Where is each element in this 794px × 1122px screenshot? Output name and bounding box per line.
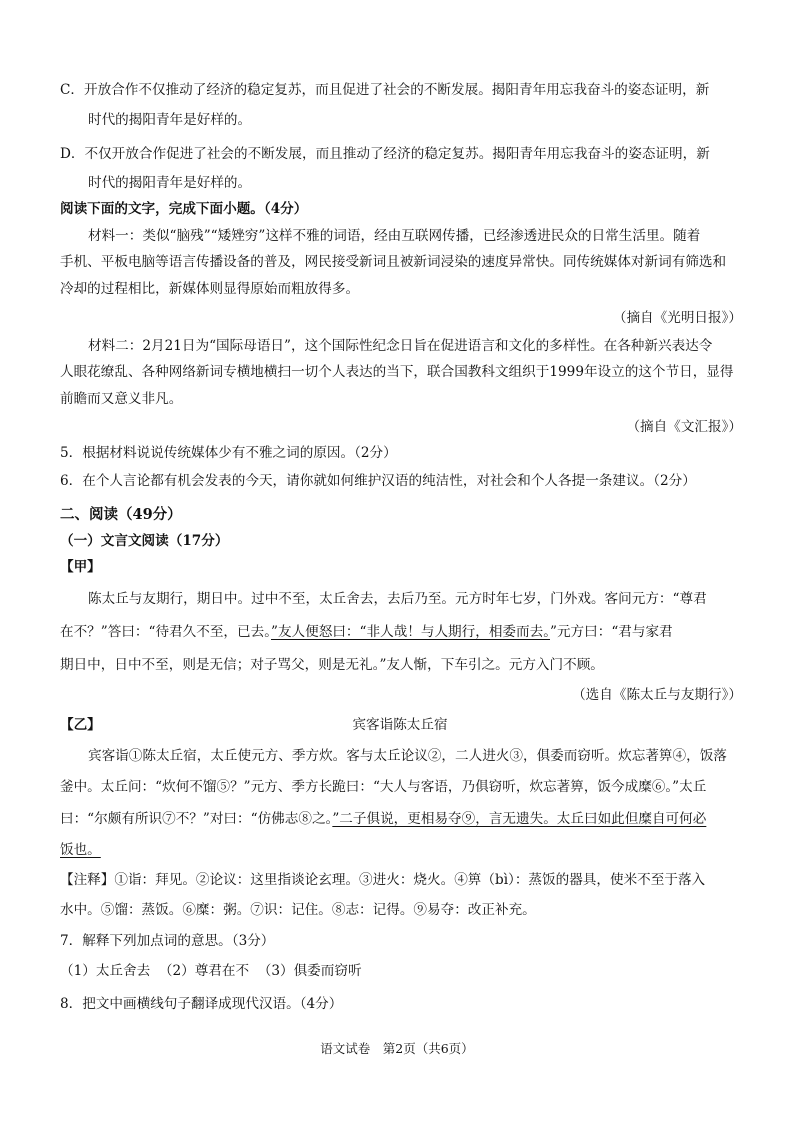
q7-item3: （3）俱委而窃听: [257, 963, 362, 979]
option-c-line1: C．开放合作不仅推动了经济的稳定复苏，而且促进了社会的不断发展。揭阳青年用忘我奋斗的姿态证明，新: [60, 82, 710, 98]
material1-line2: 手机、平板电脑等语言传播设备的普及，网民接受新词且被新词浸染的速度异常快。同传统媒体对新词有筛选和: [60, 254, 727, 270]
question-7-stem: 7．解释下列加点词的意思。（3分）: [60, 933, 275, 949]
page-footer: 语文试卷 第2页（共6页）: [320, 1041, 474, 1056]
option-d-line1: D．不仅开放合作促进了社会的不断发展，而且推动了经济的稳定复苏。揭阳青年用忘我奋斗的姿态证明，新: [60, 146, 710, 162]
yi-line3: [60, 808, 750, 830]
yi-line4: 饭也。: [60, 842, 101, 858]
jia-source: （选自《陈太丘与友期行》）: [572, 687, 742, 703]
yi-line3-part1: 曰：“尔颇有所识⑦不？”对曰：“仿佛志⑧之。: [60, 811, 333, 827]
jia-line2-part3: ”元方曰：“君与家君: [550, 624, 673, 640]
material2-source: （摘自《文汇报》）: [626, 419, 742, 435]
jia-underlined-sentence: ”友人便怒曰：“非人哉！与人期行，相委而去。: [271, 624, 550, 640]
yi-title: 宾客诣陈太丘宿: [352, 717, 448, 733]
jia-line1: 陈太丘与友期行，期日中。过中不至，太丘舍去，去后乃至。元方时年七岁，门外戏。客问元方：“尊君: [88, 591, 707, 607]
yi-line2: 釜中。太丘问：“炊何不馏⑤？”元方、季方长跪曰：“大人与客语，乃俱窃听，炊忘著箅，饭今成糜⑥。”太丘: [60, 779, 707, 795]
material1-source: （摘自《光明日报》）: [612, 310, 742, 326]
material2-line3: 前瞻而又意义非凡。: [60, 391, 183, 407]
material1-line3: 冷却的过程相比，新媒体则显得原始而粗放得多。: [60, 281, 360, 297]
material1-line1: 材料一：类似“脑残”“矮矬穷”这样不雅的词语，经由互联网传播，已经渗透进民众的日常生活里。随着: [88, 228, 701, 244]
yi-line1: 宾客诣①陈太丘宿，太丘使元方、季方炊。客与太丘论议②，二人进火③，俱委而窃听。炊忘著箅④，饭落: [88, 748, 727, 764]
option-d-line2: 时代的揭阳青年是好样的。: [88, 175, 252, 191]
question-6: 6．在个人言论都有机会发表的今天，请你就如何维护汉语的纯洁性，对社会和个人各提一条建议。（2分）: [60, 473, 696, 489]
jia-label: 【甲】: [60, 559, 101, 575]
jia-line3: 期日中，日中不至，则是无信；对子骂父，则是无礼。”友人惭，下车引之。元方入门不顾。: [60, 657, 604, 673]
yi-label: 【乙】: [60, 717, 101, 733]
yi-underlined-sentence: ”二子俱说，更相易夺⑨，言无遗失。太丘曰如此但糜自可何必: [332, 811, 707, 827]
material2-line1: 材料二：2月21日为“国际母语日”，这个国际性纪念日旨在促进语言和文化的多样性。在各种新兴表达令: [88, 338, 713, 354]
question-5: 5．根据材料说说传统媒体少有不雅之词的原因。（2分）: [60, 445, 397, 461]
q7-item1: （1）太丘舍去: [60, 963, 151, 979]
notes-line2: 水中。⑤馏：蒸饭。⑥糜：粥。⑦识：记住。⑧志：记得。⑨易夺：改正补充。: [60, 902, 536, 918]
jia-line2-part1: 在不？”答曰：“待君久不至，已去。: [60, 624, 272, 640]
notes-line1: 【注释】①诣：拜见。②论议：这里指谈论玄理。③进火：烧火。④箅（bì）：蒸饭的器具，使米不至于落入: [60, 872, 706, 888]
jia-line2: [60, 621, 750, 643]
q7-item2: （2）尊君在不: [158, 963, 250, 979]
option-c-line2: 时代的揭阳青年是好样的。: [88, 112, 252, 128]
question-8: 8．把文中画横线句子翻译成现代汉语。（4分）: [60, 996, 343, 1012]
section2-title: 二、阅读（49分）: [60, 506, 182, 523]
subsection1-title: （一）文言文阅读（17分）: [60, 533, 229, 549]
question-7-items: [60, 960, 750, 982]
reading-instruction: 阅读下面的文字，完成下面小题。（4分）: [60, 201, 308, 217]
material2-line2: 人眼花缭乱、各种网络新词专横地横扫一切个人表达的当下，联合国教科文组织于1999年设立的这个节日，显得: [60, 364, 734, 380]
